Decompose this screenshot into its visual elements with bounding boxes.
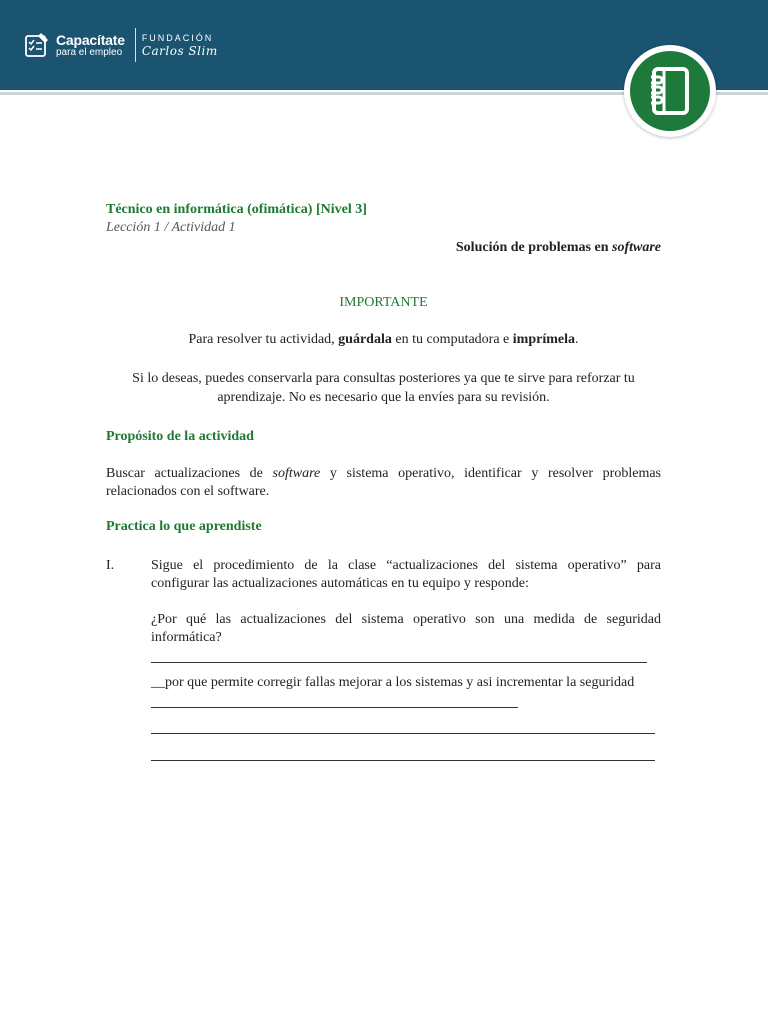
question-line-1: ¿Por qué las actualizaciones del sistema operativo son una medida de seguridad (151, 612, 661, 627)
foundation-label: FUNDACIÓN (141, 32, 214, 43)
instruction-text: Para resolver tu actividad, guárdala en tu computadora e imprímela. (188, 332, 579, 347)
note-line-1: Si lo deseas, puedes conservarla para consultas posteriores ya que te sirve para reforzar tu (132, 371, 635, 386)
capacitate-logo (24, 29, 218, 61)
item-number: I. (106, 558, 115, 573)
answer-line-3[interactable] (151, 733, 655, 734)
item-line-1: Sigue el procedimiento de la clase “actualizaciones del sistema operativo” para (151, 558, 661, 573)
answer-text[interactable]: __por que permite corregir fallas mejorar a los sistemas y asi incrementar la seguridad (151, 675, 635, 690)
foundation-name: Carlos Slim (141, 43, 218, 58)
purpose-line-1: Buscar actualizaciones de software y sistema operativo, identificar y resolver problemas (106, 466, 662, 481)
important-heading: IMPORTANTE (339, 295, 428, 310)
notebook-icon (630, 51, 710, 131)
lesson-label: Lección 1 / Actividad 1 (106, 220, 236, 235)
answer-line-2[interactable] (151, 707, 518, 708)
note-line-2: aprendizaje. No es necesario que la envíes para su revisión. (217, 390, 550, 405)
notebook-badge (624, 45, 716, 137)
practice-heading: Practica lo que aprendiste (106, 519, 262, 534)
logo-divider (135, 28, 136, 62)
subject-title: Solución de problemas en software (455, 240, 661, 255)
item-line-2: configurar las actualizaciones automáticas en tu equipo y responde: (151, 576, 529, 591)
checklist-logo-icon (24, 32, 50, 58)
course-title: Técnico en informática (ofimática) [Nivel 3] (106, 202, 367, 217)
answer-line-4[interactable] (151, 760, 655, 761)
logo-subtitle: para el empleo (56, 46, 123, 58)
question-line-2: informática? (151, 630, 222, 645)
purpose-heading: Propósito de la actividad (106, 429, 254, 444)
logo-title: Capacítate (56, 31, 125, 48)
answer-line-1[interactable] (151, 662, 647, 663)
purpose-line-2: relacionados con el software. (106, 484, 270, 499)
